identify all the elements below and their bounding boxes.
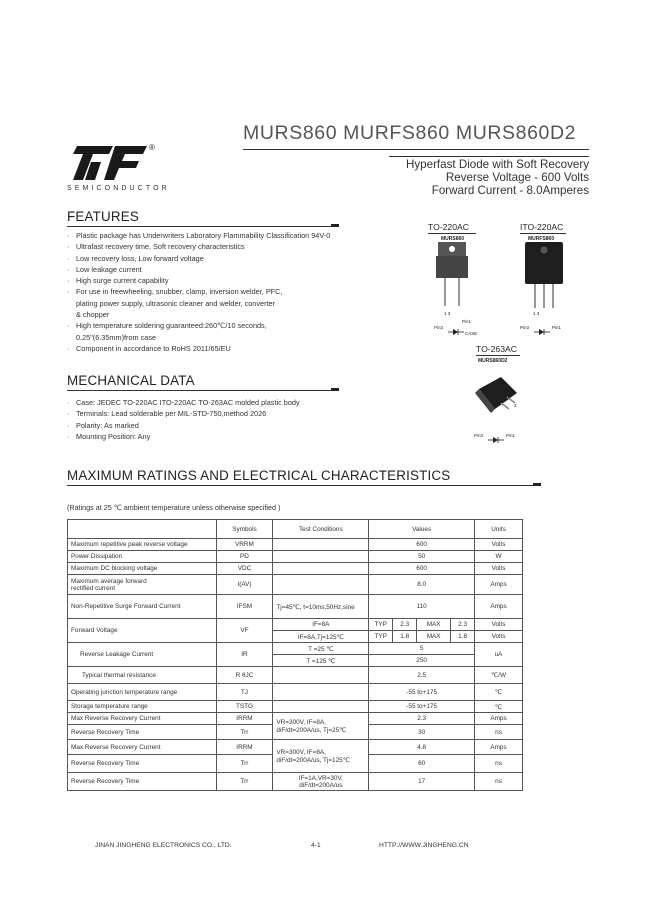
- table-header-row: [68, 520, 523, 539]
- ratings-rule: [67, 485, 541, 486]
- footer-page-number: 4-1: [311, 842, 321, 849]
- mechanical-rule-end: [331, 388, 339, 391]
- list-item: · Case: JEDEC TO-220AC ITO-220AC TO-263AC molded plastic body: [67, 398, 300, 407]
- subtitle-line-3: Forward Current - 8.0Amperes: [431, 184, 589, 197]
- diode-symbol-icon: [448, 323, 464, 341]
- pkg-to220-label: TO-220AC: [428, 222, 469, 232]
- pkg-to220-pins: 1 3: [444, 311, 451, 316]
- pkg-ito220-label: ITO-220AC: [520, 222, 564, 232]
- pkg-to263-n1: 1: [507, 395, 510, 400]
- pkg-to263-n3: 3: [514, 403, 517, 408]
- pkg-to220-drawing: [432, 242, 472, 315]
- features-rule-end: [331, 224, 339, 227]
- table-row: Non-Repetitive Surge Forward Current IFSM Tj=45℃, t=10ms,50Hz,sine 110 Amps: [68, 595, 523, 619]
- list-item: · Terminals: Lead solderable per MIL-STD-750,method 2026: [67, 409, 267, 419]
- header-symbols: Symbols: [216, 520, 273, 539]
- company-logo: [69, 143, 155, 182]
- table-row: Reverse Leakage Current IR T =25 ℃ 5 uA: [68, 643, 523, 655]
- pkg-to263-drawing: [473, 375, 521, 424]
- table-row: Storage temperature range TSTG -55 to+175 ℃: [68, 701, 523, 713]
- pkg-to263-rule: [476, 355, 520, 356]
- table-row: Maximum DC blocking voltage VDC 600 Volts: [68, 563, 523, 575]
- table-row: Reverse Recovery Time Trr 30 ns: [68, 725, 523, 740]
- list-item: 0.25"(6.35mm)from case: [76, 332, 157, 342]
- pkg-ito220-pin3: Pin3: [520, 325, 530, 330]
- list-item: plating power supply, ultrasonic cleaner and welder, converter: [76, 298, 276, 308]
- table-row: Typical thermal resistance R θJC 2.5 ℃/W: [68, 667, 523, 684]
- list-item: · Plastic package has Underwriters Laboratory Flammability Classification 94V-0: [67, 231, 331, 240]
- table-row: Max Reverse Recovery Current IRRM VR=300V, IF=8A, diF/dt=200A/us, Tj=125℃ 4.8 Amps: [68, 740, 523, 755]
- table-row: T =125 ℃ 250: [68, 655, 523, 667]
- pkg-to220-rule: [428, 233, 476, 234]
- pkg-to263-pin3: Pin3: [474, 433, 484, 438]
- ratings-note: (Ratings at 25 ℃ ambient temperature unless otherwise specified ): [67, 503, 281, 512]
- table-row: Power Dissipation PD 50 W: [68, 551, 523, 563]
- pkg-ito220-rule: [520, 233, 566, 234]
- pkg-to220-part: MURS860: [441, 236, 465, 242]
- list-item: · Polarity: As marked: [67, 420, 139, 430]
- ratings-table: [67, 519, 523, 791]
- pkg-ito220-pin1: Pin1: [552, 325, 562, 330]
- pkg-ito220-drawing: [522, 242, 566, 315]
- header-values: Values: [369, 520, 475, 539]
- header-units: Units: [475, 520, 523, 539]
- pkg-to220-case: CASE: [465, 331, 478, 336]
- subtitle-line-2: Reverse Voltage - 600 Volts: [445, 171, 589, 184]
- table-row: Reverse Recovery Time Trr IF=1A,VR=30V, diF/dt=200A/us 17 ns: [68, 773, 523, 791]
- list-item: · Component in accordance to RoHS 2011/65/EU: [67, 343, 231, 353]
- footer-company: JINAN JINGHENG ELECTRONICS CO., LTD.: [95, 842, 232, 849]
- mechanical-rule: [67, 390, 339, 391]
- list-item: · Mounting Position: Any: [67, 431, 151, 441]
- features-list: [67, 230, 330, 354]
- table-row: Maximum average forward rectified current I(AV) 8.0 Amps: [68, 575, 523, 595]
- ratings-rule-end: [533, 483, 541, 486]
- diode-symbol-icon: [534, 323, 550, 341]
- title-rule: [243, 149, 589, 150]
- pkg-to220-pin3: Pin3: [434, 325, 444, 330]
- pkg-to220-pin1: Pin1: [462, 319, 472, 324]
- table-row: IF=8A,Tj=125℃ TYP 1.8 MAX 1.8 Volts: [68, 631, 523, 643]
- features-rule: [67, 226, 339, 227]
- pkg-to263-pin1: Pin1: [506, 433, 516, 438]
- registered-mark: ®: [149, 143, 155, 152]
- list-item: · Ultrafast recovery time, Soft recovery characteristics: [67, 242, 245, 252]
- table-row: Operating junction temperature range TJ -55 to+175 ℃: [68, 684, 523, 701]
- table-row: Reverse Recovery Time Trr 60 ns: [68, 755, 523, 773]
- subtitle-line-1: Hyperfast Diode with Soft Recovery: [406, 158, 589, 171]
- table-row: Maximum repetitive peak reverse voltage VRRM 600 Volts: [68, 539, 523, 551]
- list-item: & chopper: [76, 310, 110, 320]
- list-item: · High temperature soldering guaranteed:260℃/10 seconds,: [67, 321, 267, 331]
- company-tagline: SEMICONDUCTOR: [67, 185, 170, 192]
- list-item: · Low leakage current: [67, 264, 142, 274]
- subtitle-rule: [389, 156, 589, 157]
- diode-symbol-icon: [488, 431, 504, 449]
- table-row: Forward Voltage VF IF=8A TYP 2.3 MAX 2.3 Volts: [68, 619, 523, 631]
- mechanical-list: [67, 397, 300, 442]
- pkg-to263-label: TO-263AC: [476, 344, 517, 354]
- mechanical-heading: MECHANICAL DATA: [67, 373, 195, 388]
- pkg-ito220-part: MURFS860: [528, 236, 555, 242]
- pkg-ito220-pins: 1 3: [533, 311, 540, 316]
- pkg-to263-part: MURS860D2: [478, 358, 508, 364]
- header-conditions: Test Conditions: [273, 520, 369, 539]
- document-title: MURS860 MURFS860 MURS860D2: [243, 122, 577, 144]
- table-row: Max Reverse Recovery Current IRRM VR=300V, IF=8A, diF/dt=200A/us, Tj=25℃ 2.3 Amps: [68, 713, 523, 725]
- list-item: · Low recovery loss, Low forward voltage: [67, 253, 204, 263]
- footer-url[interactable]: HTTP://WWW.JINGHENG.CN: [379, 842, 469, 849]
- list-item: · For use in freewheeling, snubber, clamp, inversion welder, PFC,: [67, 287, 283, 297]
- features-heading: FEATURES: [67, 209, 140, 224]
- list-item: · High surge current capability: [67, 276, 169, 286]
- ratings-heading: MAXIMUM RATINGS AND ELECTRICAL CHARACTERISTICS: [67, 468, 451, 483]
